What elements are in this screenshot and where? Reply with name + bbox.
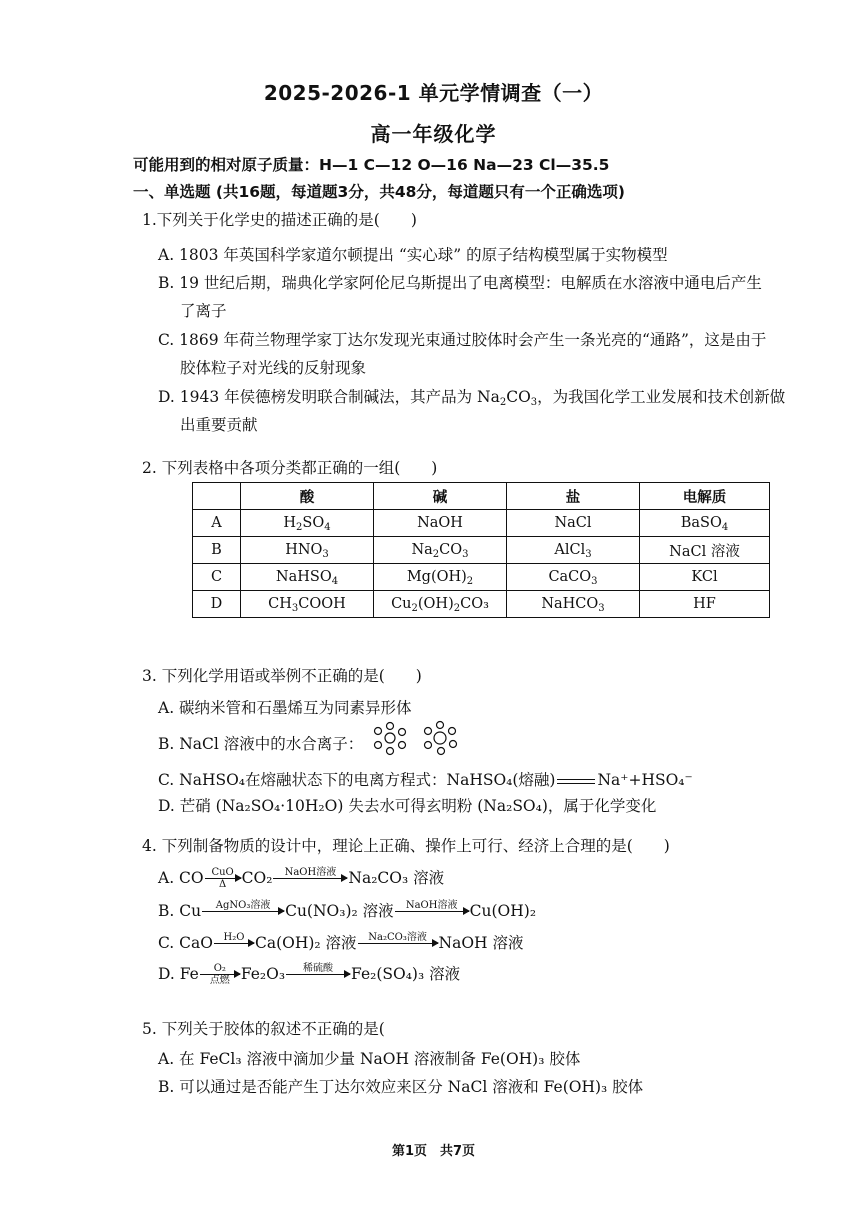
table-cell-base [374, 537, 507, 564]
formula-part: NaCl [554, 515, 592, 531]
q4a-reactant: A. CO [158, 869, 204, 887]
q2-stem: 2. 下列表格中各项分类都正确的一组( ) [142, 459, 438, 477]
formula-subscript: 4 [331, 576, 339, 587]
arrow-label-top: AgNO₃溶液 [215, 899, 271, 911]
q3-option-b: B. NaCl 溶液中的水合离子： [158, 735, 364, 753]
formula-part: NaHCO [541, 596, 599, 612]
reaction-arrow-icon [358, 932, 438, 956]
q1-d-part3: ，为我国化学工业发展和技术创新做 [537, 388, 786, 406]
table-cell-acid [241, 564, 374, 591]
q4-option-d [158, 962, 460, 987]
formula-subscript: 2 [466, 576, 474, 587]
formula-part: H [283, 515, 297, 531]
q4d-reactant: D. Fe [158, 965, 199, 983]
formula-subscript: 3 [322, 549, 329, 560]
section-heading: 一、单选题 (共16题，每道题3分，共48分，每道题只有一个正确选项) [133, 183, 625, 201]
q3-option-a: A. 碳纳米管和石墨烯互为同素异形体 [158, 699, 412, 717]
table-row [193, 564, 770, 591]
table-cell-base [374, 510, 507, 537]
formula-part: Cu [391, 596, 412, 612]
table-cell-elec [640, 537, 770, 564]
exam-title: 2025-2026-1 单元学情调查（一） [263, 81, 604, 105]
row-label: D [193, 591, 241, 618]
reaction-arrow-icon [205, 867, 241, 891]
q4a-product: Na₂CO₃ 溶液 [348, 869, 445, 887]
formula-part: Mg(OH) [406, 569, 467, 585]
formula-subscript: 2 [453, 603, 461, 614]
arrow-label-top: O₂ [213, 962, 226, 974]
table-cell-base [374, 564, 507, 591]
table-cell-base [374, 591, 507, 618]
q4b-product: Cu(OH)₂ [469, 902, 537, 920]
q3-option-d: D. 芒硝 (Na₂SO₄·10H₂O) 失去水可得玄明粉 (Na₂SO₄)，属于化学变化 [158, 797, 657, 815]
table-cell-salt [507, 537, 640, 564]
arrow-label-top: NaOH溶液 [405, 899, 458, 911]
q1-option-c-line2: 胶体粒子对光线的反射现象 [180, 359, 367, 377]
q4c-intermediate: Ca(OH)₂ 溶液 [254, 934, 357, 952]
reaction-arrow-icon [200, 963, 240, 987]
formula-subscript: 4 [324, 522, 331, 533]
table-row [193, 510, 770, 537]
q3-c-part2: Na⁺+HSO₄⁻ [597, 771, 693, 789]
arrow-label-top: NaOH溶液 [284, 866, 337, 878]
q1-option-c-line1: C. 1869 年荷兰物理学家丁达尔发现光束通过胶体时会产生一条光亮的“通路”，这是由于 [158, 331, 767, 349]
classification-table [192, 482, 770, 618]
q4-option-b [158, 899, 536, 924]
table-header-cell: 碱 [374, 483, 507, 510]
formula-subscript: 2 [432, 549, 440, 560]
row-label: B [193, 537, 241, 564]
table-row [193, 537, 770, 564]
formula-part: (OH) [417, 596, 454, 612]
exam-subtitle: 高一年级化学 [370, 122, 497, 146]
q5-option-a: A. 在 FeCl₃ 溶液中滴加少量 NaOH 溶液制备 Fe(OH)₃ 胶体 [158, 1050, 581, 1068]
formula-part: CO [439, 542, 463, 558]
reaction-arrow-icon [395, 900, 469, 924]
table-row [193, 591, 770, 618]
equals-sign-icon [557, 779, 595, 784]
table-cell-salt [507, 591, 640, 618]
table-header-cell: 酸 [241, 483, 374, 510]
q1-stem: 1.下列关于化学史的描述正确的是( ) [142, 211, 417, 229]
q4b-intermediate: Cu(NO₃)₂ 溶液 [285, 902, 394, 920]
formula-part: COOH [298, 596, 346, 612]
q4c-product: NaOH 溶液 [438, 934, 524, 952]
arrow-label-top: Na₂CO₃溶液 [368, 931, 427, 943]
q1-option-a: A. 1803 年英国科学家道尔顿提出 “实心球” 的原子结构模型属于实物模型 [158, 246, 668, 264]
table-header-cell [193, 483, 241, 510]
formula-subscript: 3 [291, 603, 299, 614]
table-header-row [193, 483, 770, 510]
atomic-mass-line: 可能用到的相对原子质量：H—1 C—12 O—16 Na—23 Cl—35.5 [133, 156, 610, 174]
formula-part: KCl [691, 569, 718, 585]
arrow-label-top: 稀硫酸 [303, 962, 334, 974]
q3-option-c [158, 768, 693, 790]
formula-subscript: 3 [598, 603, 605, 614]
q5-stem: 5. 下列关于胶体的叙述不正确的是( [142, 1020, 385, 1038]
formula-part: NaCl 溶液 [669, 543, 740, 560]
q3-c-part1: C. NaHSO₄在熔融状态下的电离方程式：NaHSO₄(熔融) [158, 771, 556, 789]
reaction-arrow-icon [202, 900, 284, 924]
q4c-reactant: C. CaO [158, 934, 213, 952]
table-cell-elec [640, 564, 770, 591]
formula-subscript: 2 [411, 603, 418, 614]
q5-option-b: B. 可以通过是否能产生丁达尔效应来区分 NaCl 溶液和 Fe(OH)₃ 胶体 [158, 1078, 644, 1096]
table-cell-acid [241, 537, 374, 564]
reaction-arrow-icon [273, 867, 347, 891]
q1-d-part1: D. 1943 年侯德榜发明联合制碱法，其产品为 Na [158, 388, 500, 406]
formula-subscript: 4 [721, 522, 729, 533]
formula-part: CH [268, 596, 292, 612]
q4-stem: 4. 下列制备物质的设计中，理论上正确、操作上可行、经济上合理的是( ) [142, 837, 670, 855]
row-label: C [193, 564, 241, 591]
arrow-label-top: CuO [211, 866, 234, 878]
formula-part: NaHSO [275, 569, 332, 585]
formula-part: AlCl [554, 542, 586, 558]
formula-part: CO₃ [460, 596, 489, 612]
q4-option-c [158, 931, 524, 956]
table-cell-salt [507, 564, 640, 591]
q4d-intermediate: Fe₂O₃ [240, 965, 286, 983]
table-header-cell: 盐 [507, 483, 640, 510]
hydrated-cation-icon [375, 723, 406, 755]
arrow-label-bottom: 点燃 [209, 975, 230, 987]
q1-d-sub2: 3 [530, 397, 538, 408]
q4b-reactant: B. Cu [158, 902, 202, 920]
row-label: A [193, 510, 241, 537]
arrow-label-top: H₂O [223, 931, 245, 943]
table-cell-elec [640, 591, 770, 618]
formula-part: HF [693, 596, 716, 612]
arrow-label-bottom: Δ [219, 879, 227, 891]
q3-stem: 3. 下列化学用语或举例不正确的是( ) [142, 667, 422, 685]
table-cell-salt [507, 510, 640, 537]
formula-subscript: 3 [591, 576, 598, 587]
formula-subscript: 3 [462, 549, 469, 560]
table-cell-elec [640, 510, 770, 537]
table-cell-acid [241, 591, 374, 618]
q4d-product: Fe₂(SO₄)₃ 溶液 [351, 965, 461, 983]
page-footer: 第1页 共7页 [391, 1144, 476, 1159]
q1-option-d-line1 [158, 385, 785, 407]
q1-option-b-line2: 了离子 [180, 302, 227, 320]
reaction-arrow-icon [286, 963, 350, 987]
formula-part: BaSO [680, 515, 722, 531]
q1-option-d-line2: 出重要贡献 [180, 416, 258, 434]
formula-subscript: 2 [296, 522, 303, 533]
formula-part: CaCO [548, 569, 592, 585]
formula-part: HNO [285, 542, 323, 558]
q4-option-a [158, 866, 444, 891]
q1-d-part2: CO [506, 388, 531, 406]
formula-part: Na [411, 542, 433, 558]
q1-option-b-line1: B. 19 世纪后期，瑞典化学家阿伦尼乌斯提出了电离模型：电解质在水溶液中通电后产生 [158, 274, 762, 292]
hydrated-anion-icon [425, 722, 457, 755]
hydrated-ions-figure [368, 718, 464, 758]
formula-subscript: 3 [585, 549, 592, 560]
reaction-arrow-icon [214, 932, 254, 956]
q1-d-sub1: 2 [499, 397, 507, 408]
q4a-intermediate: CO₂ [241, 869, 273, 887]
table-cell-acid [241, 510, 374, 537]
formula-part: SO [302, 515, 325, 531]
table-header-cell: 电解质 [640, 483, 770, 510]
formula-part: NaOH [417, 515, 463, 531]
